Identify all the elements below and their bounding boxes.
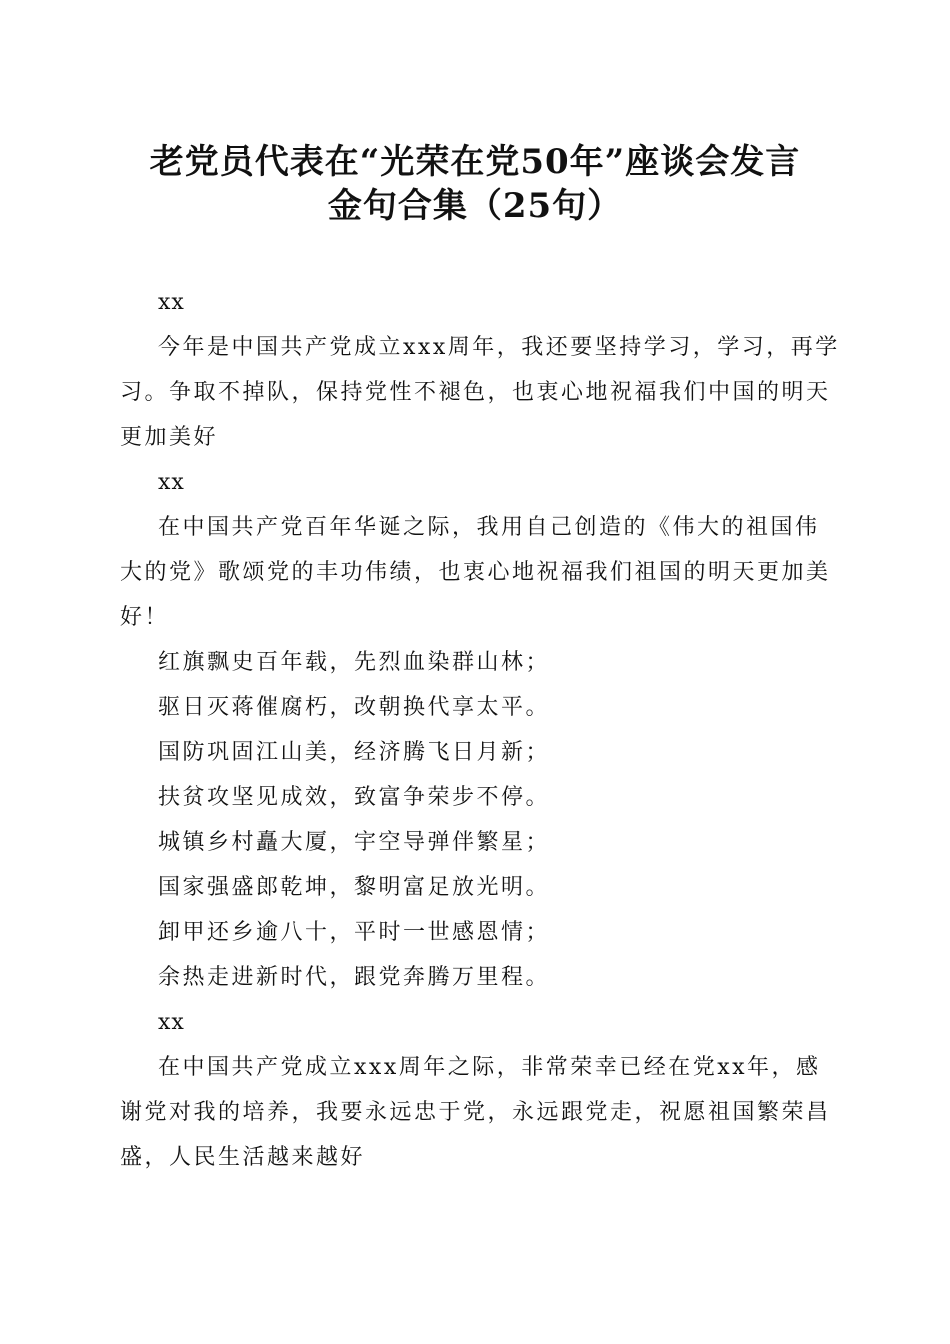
section-3-paragraph: 在中国共产党成立xxx周年之际，非常荣幸已经在党xx年，感谢党对我的培养，我要永远忠于党，永远跟党走，祝愿祖国繁荣昌盛，人民生活越来越好 [120,1055,831,1170]
section-1-paragraph: 今年是中国共产党成立xxx周年，我还要坚持学习，学习，再学习。争取不掉队，保持党性不褪色，也衷心地祝福我们中国的明天更加美好 [120,335,840,450]
poem-verse-5: 城镇乡村矗大厦，宇空导弹伴繁星； [158,830,551,855]
document-body [120,280,840,1180]
poem-verse-2: 驱日灭蒋催腐朽，改朝换代享太平。 [158,695,551,720]
poem-verse-4: 扶贫攻坚见成效，致富争荣步不停。 [158,785,551,810]
poem-verse-6: 国家强盛郎乾坤，黎明富足放光明。 [158,875,551,900]
section-2-tag: xx [158,470,185,495]
poem-verse-1: 红旗飘史百年载，先烈血染群山林； [158,650,551,675]
document-title-line-1: 老党员代表在“光荣在党50年”座谈会发言 [149,142,801,182]
document-title-line-2: 金句合集（25句） [327,186,623,226]
poem-verse-7: 卸甲还乡逾八十，平时一世感恩情； [158,920,551,945]
poem-verse-3: 国防巩固江山美，经济腾飞日月新； [158,740,551,765]
poem-verse-8: 余热走进新时代，跟党奔腾万里程。 [158,965,551,990]
section-2-paragraph: 在中国共产党百年华诞之际，我用自己创造的《伟大的祖国伟大的党》歌颂党的丰功伟绩，也衷心地祝福我们祖国的明天更加美好！ [120,515,831,630]
section-3-tag: xx [158,1010,185,1035]
section-1-tag: xx [158,290,185,315]
